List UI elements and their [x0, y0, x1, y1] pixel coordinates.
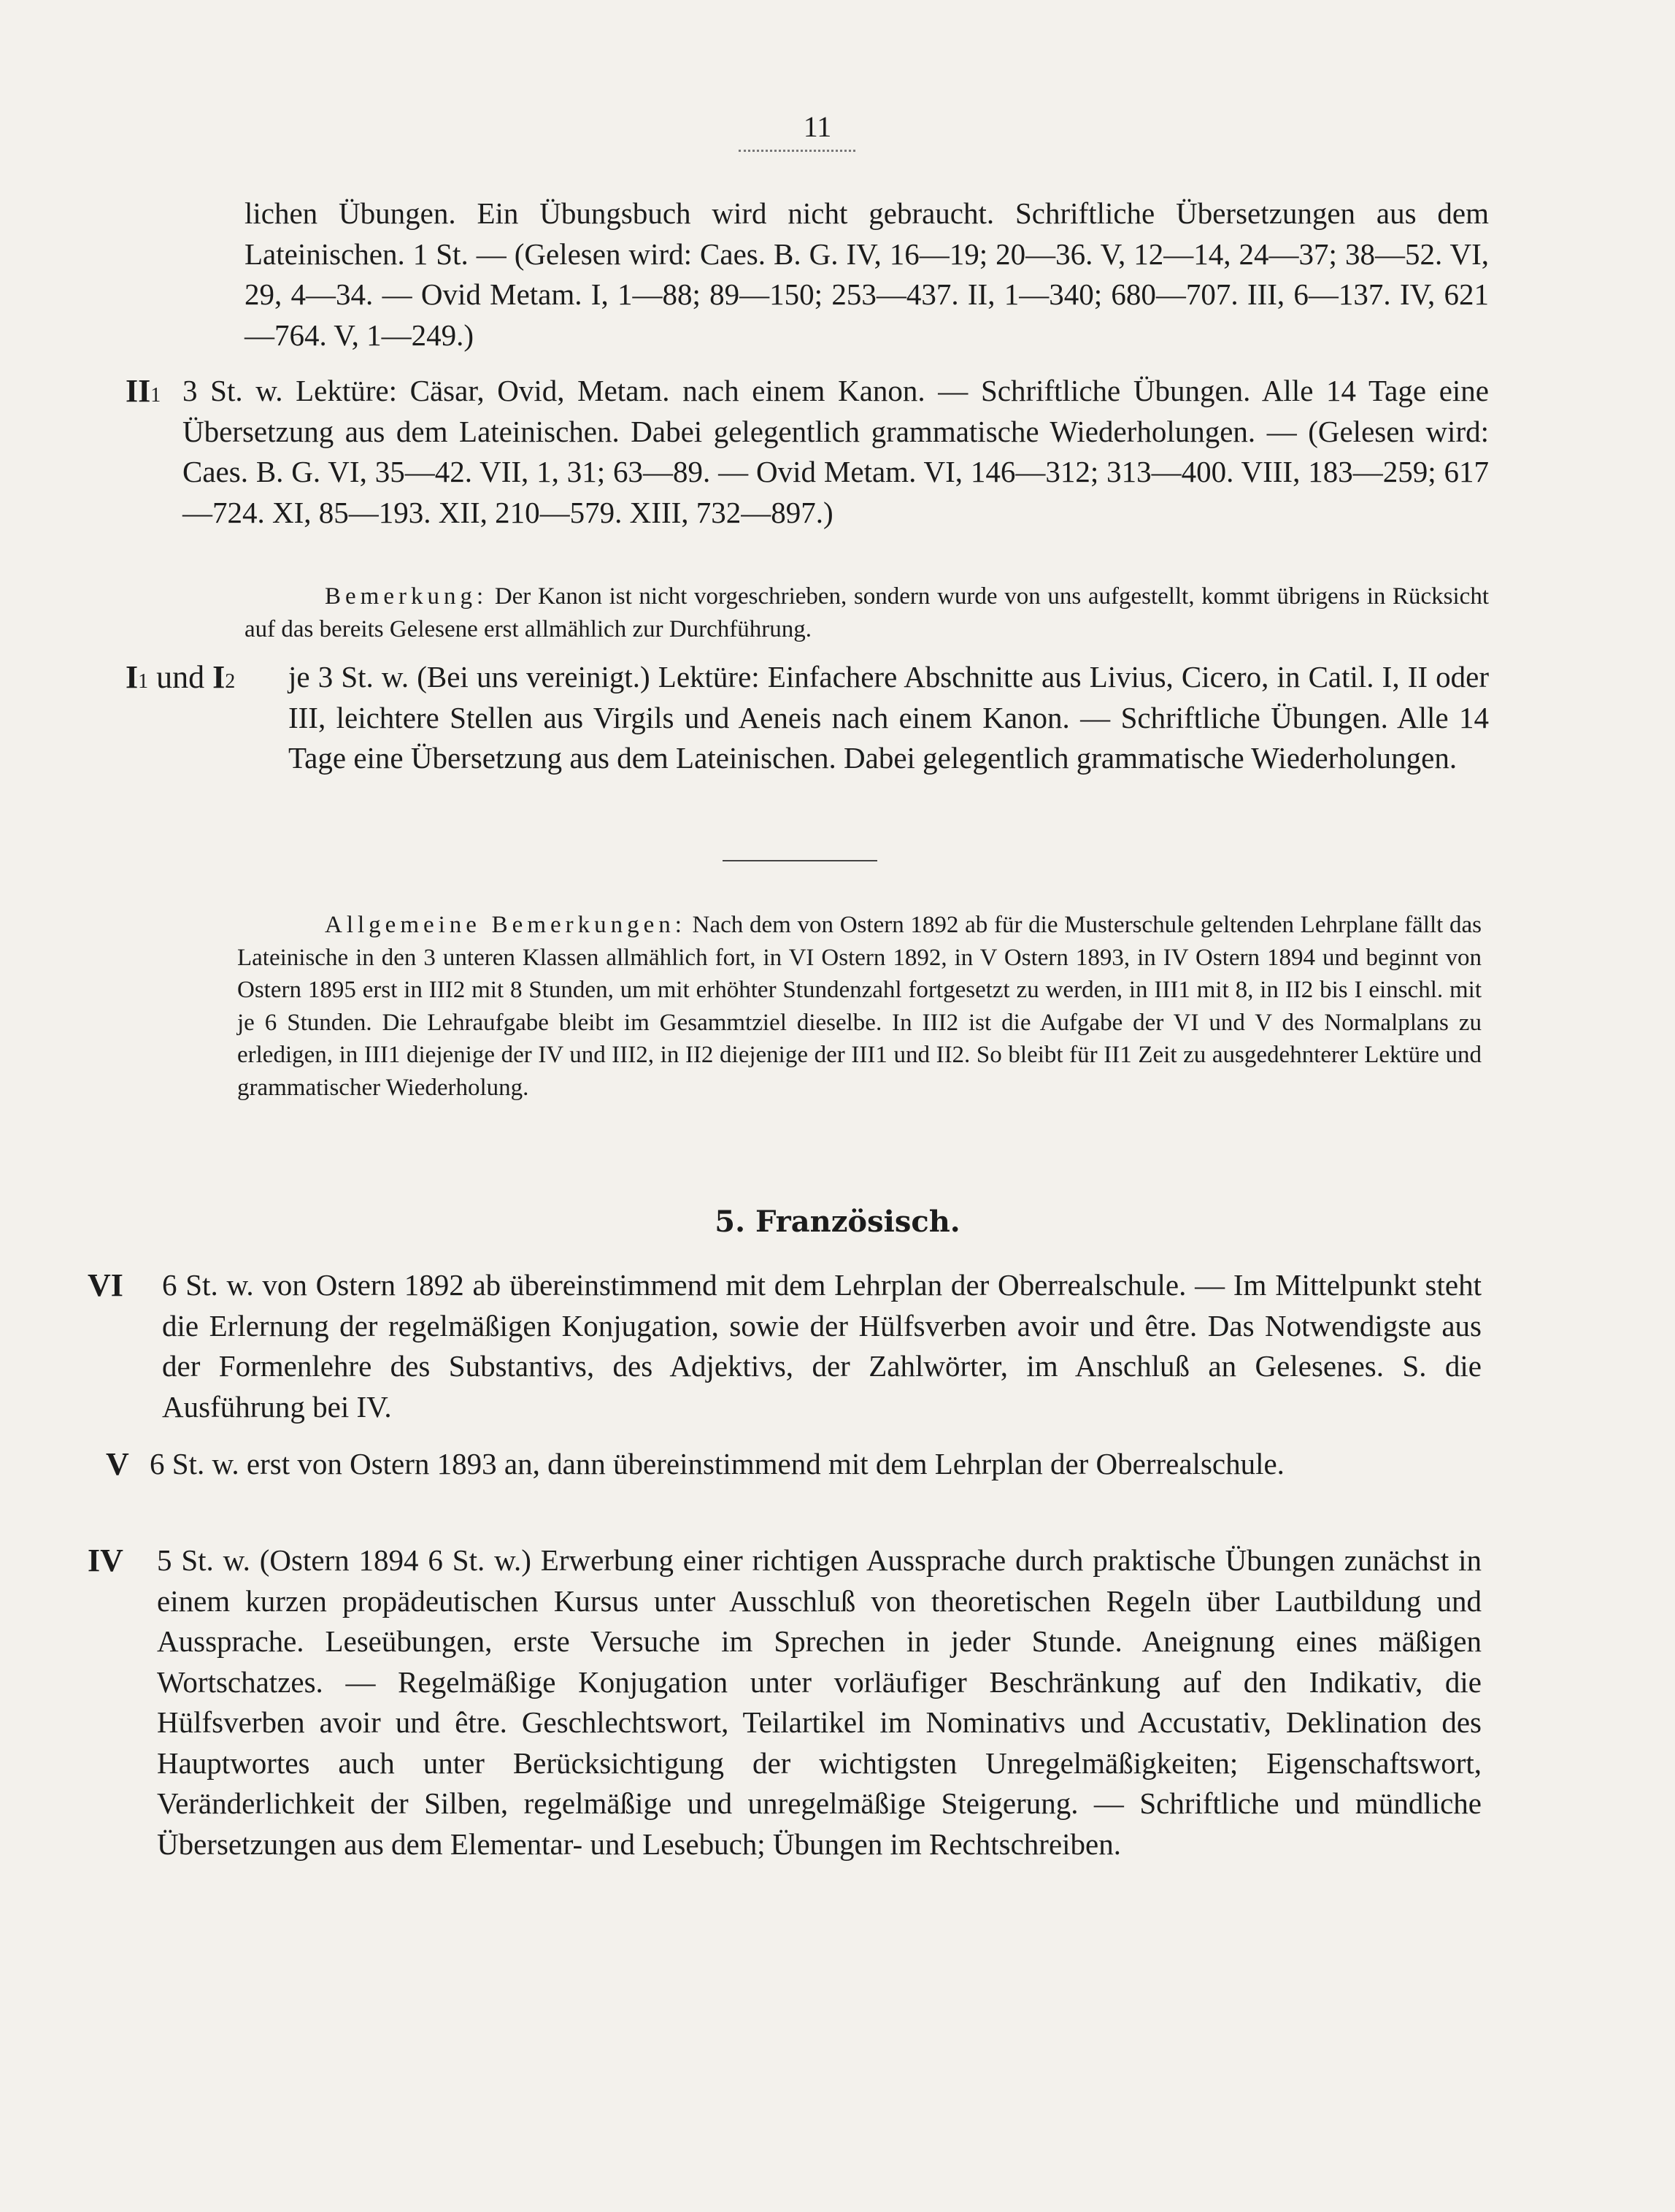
label-I2: I	[212, 659, 226, 695]
general-remarks-text: Nach dem von Ostern 1892 ab für die Musterschule geltenden Lehrplane fällt das Lateinische in den 3 unteren Klassen allmählich fort, in VI Ostern 1892, in V Ostern 1893, in IV Ostern 1894 und beginnt von Ostern 1895 erst in III2 mit 8 Stunden, um mit erhöhter Stundenzahl fortgesetzt zu werden, in III1 mit 8, in II2 bis I einschl. mit je 6 Stunden. Die Lehraufgabe bleibt im Gesammtziel dieselbe. In III2 ist die Aufgabe der VI und V des Normalplans zu erledigen, in III1 diejenige der IV und III2, in II2 diejenige der III1 und II2. So bleibt für II1 Zeit zu ausgedehnterer Lektüre und grammatischer Wiederholung.	[237, 912, 1482, 1101]
entry-label-VI: VI	[88, 1267, 123, 1303]
label-I1: I	[126, 659, 139, 695]
label-I1-sub: 1	[138, 670, 149, 693]
entry-IV-text: 5 St. w. (Ostern 1894 6 St. w.) Erwerbung einer richtigen Aussprache durch praktische Übungen zunächst in einem kurzen propädeutischen Kursus unter Ausschluß von theoretischen Regeln über Lautbildung und Aussprache. Leseübungen, erste Versuche im Sprechen in jeder Stunde. Aneignung eines mäßigen Wortschatzes. — Regelmäßige Konjugation unter vorläufiger Beschränkung auf den Indikativ, die Hülfsverben avoir und être. Geschlechtswort, Teilartikel im Nominativs und Accustativ, Deklination des Hauptwortes auch unter Berücksichtigung der wichtigsten Unregelmäßigkeiten; Eigenschaftswort, Veränderlichkeit der Silben, regelmäßige und unregelmäßige Steigerung. — Schriftliche und mündliche Übersetzungen aus dem Elementar- und Lesebuch; Übungen im Rechtschreiben.	[157, 1543, 1482, 1861]
section-divider	[723, 860, 877, 861]
entry-label-V: V	[106, 1446, 129, 1482]
intro-paragraph: lichen Übungen. Ein Übungsbuch wird nicht gebraucht. Schriftliche Übersetzungen aus dem Lateinischen. 1 St. — (Gelesen wird: Caes. B. G. IV, 16—19; 20—36. V, 12—14, 24—37; 38—52. VI, 29, 4—34. — Ovid Metam. I, 1—88; 89—150; 253—437. II, 1—340; 680—707. III, 6—137. IV, 621—764. V, 1—249.)	[244, 196, 1489, 352]
section-title: 5. Französisch.	[715, 1205, 960, 1239]
entry-label-II1	[126, 371, 161, 415]
label-II-sub: 1	[150, 384, 161, 407]
entry-label-IV: IV	[88, 1543, 123, 1578]
remark-text: Der Kanon ist nicht vorgeschrieben, sondern wurde von uns aufgestellt, kommt übrigens in Rücksicht auf das bereits Gelesene erst allmählich zur Durchführung.	[244, 583, 1490, 642]
general-remarks	[237, 909, 1482, 1104]
page-number: 11	[803, 110, 832, 143]
entry-VI-text: 6 St. w. von Ostern 1892 ab übereinstimmend mit dem Lehrplan der Oberrealschule. — Im Mittelpunkt steht die Erlernung der regelmäßigen Konjugation, sowie der Hülfsverben avoir und être. Das Notwendigste aus der Formenlehre des Substantivs, des Adjektivs, der Zahlwörter, im Anschluß an Gelesenes. S. die Ausführung bei IV.	[162, 1268, 1482, 1424]
page-number-ornament	[739, 150, 855, 152]
entry-label-I1-I2	[126, 657, 235, 702]
entry-V-text: 6 St. w. erst von Ostern 1893 an, dann übereinstimmend mit dem Lehrplan der Oberrealschule.	[150, 1447, 1285, 1481]
general-remarks-label: Allgemeine Bemerkungen:	[325, 912, 686, 938]
remark-label: Bemerkung:	[325, 583, 488, 610]
entry-II1-text: 3 St. w. Lektüre: Cäsar, Ovid, Metam. nach einem Kanon. — Schriftliche Übungen. Alle 14 Tage eine Übersetzung aus dem Lateinischen. Dabei gelegentlich grammatische Wiederholungen. — (Gelesen wird: Caes. B. G. VI, 35—42. VII, 1, 31; 63—89. — Ovid Metam. VI, 146—312; 313—400. VIII, 183—259; 617—724. XI, 85—193. XII, 210—579. XIII, 732—897.)	[182, 374, 1489, 529]
label-I2-sub: 2	[225, 670, 236, 693]
remark-note	[244, 580, 1489, 645]
entry-I1-I2-text: je 3 St. w. (Bei uns vereinigt.) Lektüre: Einfachere Abschnitte aus Livius, Cicero, in Catil. I, II oder III, leichtere Stellen aus Virgils und Aeneis nach einem Kanon. — Schriftliche Übungen. Alle 14 Tage eine Übersetzung aus dem Lateinischen. Dabei gelegentlich grammatische Wiederholungen.	[288, 660, 1489, 775]
label-joiner: und	[156, 659, 205, 695]
label-II: II	[126, 373, 151, 409]
